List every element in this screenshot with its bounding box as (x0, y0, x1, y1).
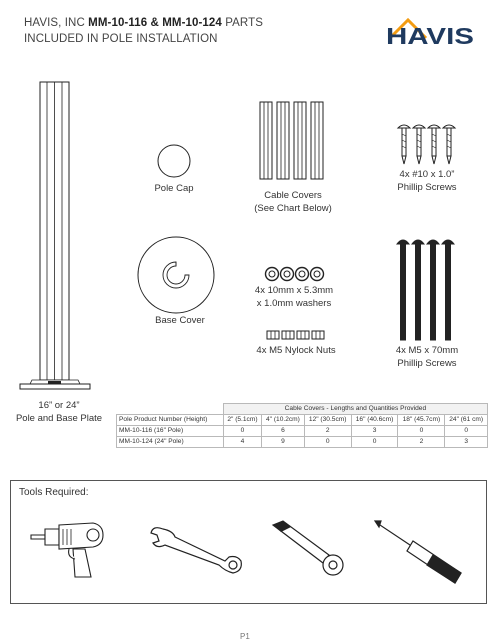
table-column-header: 24" (61 cm) (445, 415, 488, 426)
table-cell: 6 (262, 426, 305, 437)
table-cell: 3 (445, 437, 488, 448)
title-suffix: PARTS (225, 17, 263, 29)
base-cover-illustration (136, 235, 216, 315)
table-group-header: Cable Covers - Lengths and Quantities Provided (223, 404, 487, 415)
cable-covers-label (244, 189, 342, 215)
table-cell: 0 (398, 426, 445, 437)
table-column-header: 4" (10.2cm) (262, 415, 305, 426)
table-row (117, 437, 488, 448)
small-screws-label (378, 168, 476, 194)
long-screws-size-text: 4x M5 x 70mm (395, 345, 459, 356)
nylock-nuts-illustration (266, 329, 328, 341)
table-column-header: 16" (40.6cm) (351, 415, 398, 426)
cable-covers-illustration (257, 101, 329, 181)
small-screws-illustration (396, 122, 460, 166)
cable-covers-note: (See Chart Below) (254, 203, 332, 214)
page-title (24, 15, 263, 47)
small-screws-type-text: Phillip Screws (397, 182, 457, 193)
washers-size-text: 4x 10mm x 5.3mm (254, 285, 334, 296)
table-column-header: 2" (5.1cm) (223, 415, 261, 426)
cable-covers-table (116, 403, 488, 448)
washers-illustration (265, 266, 327, 282)
table-cell: 9 (262, 437, 305, 448)
table-cell: 2 (304, 426, 351, 437)
table-row (117, 426, 488, 437)
pole-cap-label: Pole Cap (154, 183, 194, 194)
model-numbers: MM-10-116 & MM-10-124 (88, 17, 222, 29)
table-header-row (117, 415, 488, 426)
nylock-nuts-label: 4x M5 Nylock Nuts (256, 345, 336, 356)
havis-logo (386, 14, 476, 48)
table-cell: 0 (445, 426, 488, 437)
screwdriver-icon (373, 517, 469, 587)
svg-text:HAVIS: HAVIS (386, 23, 474, 48)
drill-icon (29, 519, 115, 583)
table-cell: 4 (223, 437, 261, 448)
table-column-header: 12" (30.5cm) (304, 415, 351, 426)
cable-covers-title: Cable Covers (264, 190, 322, 201)
pole-cap-illustration (156, 143, 192, 179)
cable-covers-chart (116, 403, 488, 448)
small-screws-size-text: 4x #10 x 1.0” (399, 169, 455, 180)
long-screws-label (374, 344, 480, 370)
title-line-2: INCLUDED IN POLE INSTALLATION (24, 33, 218, 45)
table-row-header: Pole Product Number (Height) (117, 415, 224, 426)
table-cell: 0 (351, 437, 398, 448)
pole-desc-text: Pole and Base Plate (15, 413, 103, 424)
table-corner-cell (117, 404, 224, 415)
pole-label (4, 399, 114, 425)
table-cell: 0 (304, 437, 351, 448)
long-screws-type-text: Phillip Screws (397, 358, 457, 369)
brand-name: HAVIS, INC (24, 17, 85, 29)
pole-illustration (18, 80, 92, 392)
long-screws-illustration (395, 236, 459, 342)
washers-thickness-text: x 1.0mm washers (256, 298, 332, 309)
tools-required-box (10, 480, 487, 604)
pole-size-text: 16” or 24” (38, 400, 80, 411)
table-cell-product: MM-10-124 (24" Pole) (117, 437, 224, 448)
table-cell-product: MM-10-116 (16" Pole) (117, 426, 224, 437)
table-column-header: 18" (45.7cm) (398, 415, 445, 426)
table-group-header-row (117, 404, 488, 415)
table-cell: 3 (351, 426, 398, 437)
table-cell: 2 (398, 437, 445, 448)
page-number: P1 (240, 632, 250, 639)
wrench-icon (149, 521, 245, 581)
base-cover-label: Base Cover (155, 315, 205, 326)
table-cell: 0 (223, 426, 261, 437)
ratchet-icon (269, 519, 365, 583)
washers-label (242, 284, 346, 310)
tools-required-label: Tools Required: (19, 487, 89, 498)
